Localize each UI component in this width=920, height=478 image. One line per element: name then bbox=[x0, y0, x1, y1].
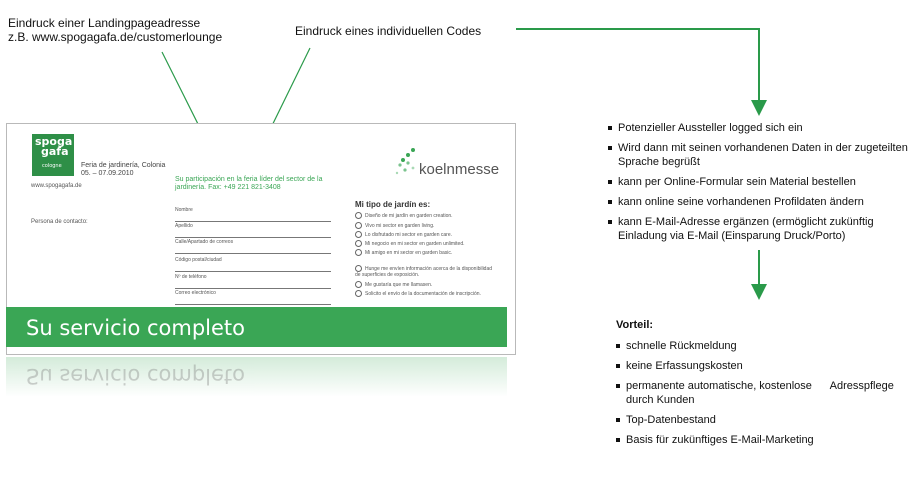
field-correo: Correo electrónico bbox=[175, 290, 331, 305]
field-apellido: Apellido bbox=[175, 223, 331, 238]
contact-label: Persona de contacto: bbox=[31, 219, 88, 225]
landing-annotation-line2: z.B. www.spogagafa.de/customerlounge bbox=[8, 30, 223, 44]
step-item: kann per Online-Formular sein Material bestellen bbox=[608, 175, 908, 189]
fair-dates: 05. – 07.09.2010 bbox=[81, 170, 134, 177]
garden-option bbox=[355, 212, 453, 219]
vorteil-item: schnelle Rückmeldung bbox=[616, 339, 912, 353]
garden-option-label: Mi negocio en mi sector en garden unlimited. bbox=[365, 240, 465, 247]
radio-icon bbox=[355, 281, 362, 288]
field-calle: Calle/Apartado de correos bbox=[175, 239, 331, 254]
logo-line3: cologne bbox=[42, 163, 62, 169]
radio-icon bbox=[355, 249, 362, 256]
landing-annotation bbox=[8, 16, 258, 44]
garden-option bbox=[355, 249, 452, 256]
fair-info bbox=[81, 162, 181, 178]
vorteil-item: keine Erfassungskosten bbox=[616, 359, 912, 373]
code-annotation: Eindruck eines individuellen Codes bbox=[295, 24, 482, 38]
field-nombre: Nombre bbox=[175, 207, 331, 222]
field-codigo-postal: Código postal/ciudad bbox=[175, 257, 331, 272]
step-item: kann online seine vorhandenen Profildaten ändern bbox=[608, 195, 908, 209]
step-item: Wird dann mit seinen vorhandenen Daten in der zugeteilten Sprache begrüßt bbox=[608, 141, 908, 169]
garden-option-label: Vivo mi sector en garden living. bbox=[365, 222, 435, 229]
vorteil-title: Vorteil: bbox=[616, 319, 654, 331]
step-item: Potenzieller Aussteller logged sich ein bbox=[608, 121, 908, 135]
koelnmesse-dots-icon bbox=[393, 146, 419, 178]
radio-icon bbox=[355, 212, 362, 219]
garden-option bbox=[355, 231, 452, 238]
landing-annotation-line1: Eindruck einer Landingpageadresse bbox=[8, 16, 201, 30]
radio-icon bbox=[355, 265, 362, 272]
request-option-label: Hunge me envíen información acerca de la disponibilidad de superficies de exposición. bbox=[355, 265, 493, 278]
service-banner bbox=[6, 307, 507, 347]
vorteil-item: Top-Datenbestand bbox=[616, 413, 912, 427]
arrow-code-to-steps bbox=[516, 29, 759, 108]
radio-icon bbox=[355, 222, 362, 229]
service-banner-text: Su servicio completo bbox=[26, 316, 245, 340]
garden-type-title: Mi tipo de jardín es: bbox=[355, 200, 431, 209]
radio-icon bbox=[355, 231, 362, 238]
step-item: kann E-Mail-Adresse ergänzen (ermöglicht zukünftig Einladung via E-Mail (Einsparung Druck/Porto) bbox=[608, 215, 908, 243]
garden-option-label: Diseño de mi jardín en garden creation. bbox=[365, 212, 453, 219]
radio-icon bbox=[355, 240, 362, 247]
fair-website: www.spogagafa.de bbox=[31, 183, 82, 189]
request-option-label: Me gustaría que me llamasen. bbox=[365, 281, 433, 288]
vorteil-item: Basis für zukünftiges E-Mail-Marketing bbox=[616, 433, 912, 447]
garden-option-label: Lo disfrutado mi sector en garden care. bbox=[365, 231, 452, 238]
request-option-label: Solicito el envío de la documentación de inscripción. bbox=[365, 290, 481, 297]
vorteil-list bbox=[616, 339, 912, 447]
spogagafa-logo bbox=[32, 134, 74, 176]
garden-option bbox=[355, 240, 465, 247]
radio-icon bbox=[355, 290, 362, 297]
request-option bbox=[355, 290, 481, 297]
koelnmesse-brand: koelnmesse bbox=[419, 161, 500, 178]
steps-list bbox=[608, 121, 908, 243]
field-telefono: Nº de teléfono bbox=[175, 274, 331, 289]
participation-text: Su participación en la feria líder del sector de la jardinería. Fax: +49 221 821-3408 bbox=[175, 176, 323, 191]
request-option bbox=[355, 281, 432, 288]
banner-reflection-text: Su servicio completo bbox=[26, 364, 245, 388]
banner-reflection bbox=[6, 357, 507, 397]
fair-title: Feria de jardinería, Colonia bbox=[81, 162, 166, 169]
garden-option-label: Mi amigo en mi sector en garden basic. bbox=[365, 249, 453, 256]
logo-line1: spoga bbox=[35, 135, 73, 148]
garden-option bbox=[355, 222, 434, 229]
vorteil-item: permanente automatische, kostenlose Adresspflege durch Kunden bbox=[616, 379, 912, 407]
request-option bbox=[355, 265, 495, 278]
logo-line2: gafa bbox=[41, 145, 69, 158]
